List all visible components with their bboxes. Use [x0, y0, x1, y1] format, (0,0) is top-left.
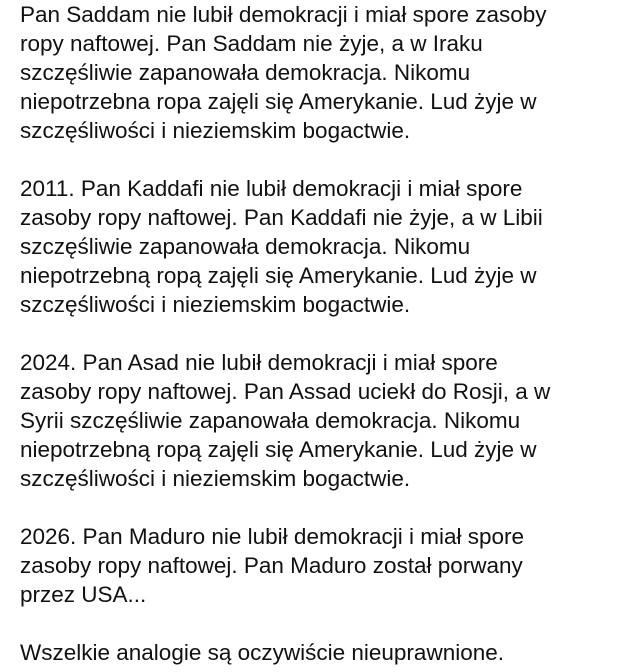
text-line: 2011. Pan Kaddafi nie lubił demokracji i miał spore: [20, 176, 523, 201]
text-line: przez USA...: [20, 582, 147, 607]
paragraph-conclusion: [20, 638, 610, 667]
text-line: Pan Saddam nie lubił demokracji i miał spore zasoby: [20, 2, 547, 27]
paragraph-kaddafi: [20, 174, 610, 319]
text-line: ropy naftowej. Pan Saddam nie żyje, a w Iraku: [20, 31, 483, 56]
text-line: zasoby ropy naftowej. Pan Assad uciekł do Rosji, a w: [20, 379, 551, 404]
text-line: szczęśliwości i nieziemskim bogactwie.: [20, 118, 411, 143]
paragraph-saddam: [20, 0, 610, 145]
text-line: Syrii szczęśliwie zapanowała demokracja. Nikomu: [20, 408, 521, 433]
text-line: 2024. Pan Asad nie lubił demokracji i miał spore: [20, 350, 498, 375]
text-line: szczęśliwości i nieziemskim bogactwie.: [20, 292, 411, 317]
text-line: niepotrzebną ropą zajęli się Amerykanie. Lud żyje w: [20, 437, 537, 462]
text-line: 2026. Pan Maduro nie lubił demokracji i miał spore: [20, 524, 525, 549]
text-line: niepotrzebna ropa zajęli się Amerykanie. Lud żyje w: [20, 89, 537, 114]
text-line: niepotrzebną ropą zajęli się Amerykanie. Lud żyje w: [20, 263, 537, 288]
text-line: szczęśliwości i nieziemskim bogactwie.: [20, 466, 411, 491]
post-text: [20, 0, 610, 667]
text-line: szczęśliwie zapanowała demokracja. Nikomu: [20, 234, 471, 259]
text-line: Wszelkie analogie są oczywiście nieuprawnione.: [20, 640, 504, 665]
text-line: szczęśliwie zapanowała demokracja. Nikomu: [20, 60, 471, 85]
paragraph-asad: [20, 348, 610, 493]
text-line: zasoby ropy naftowej. Pan Kaddafi nie żyje, a w Libii: [20, 205, 543, 230]
text-line: zasoby ropy naftowej. Pan Maduro został porwany: [20, 553, 523, 578]
paragraph-maduro: [20, 522, 610, 609]
